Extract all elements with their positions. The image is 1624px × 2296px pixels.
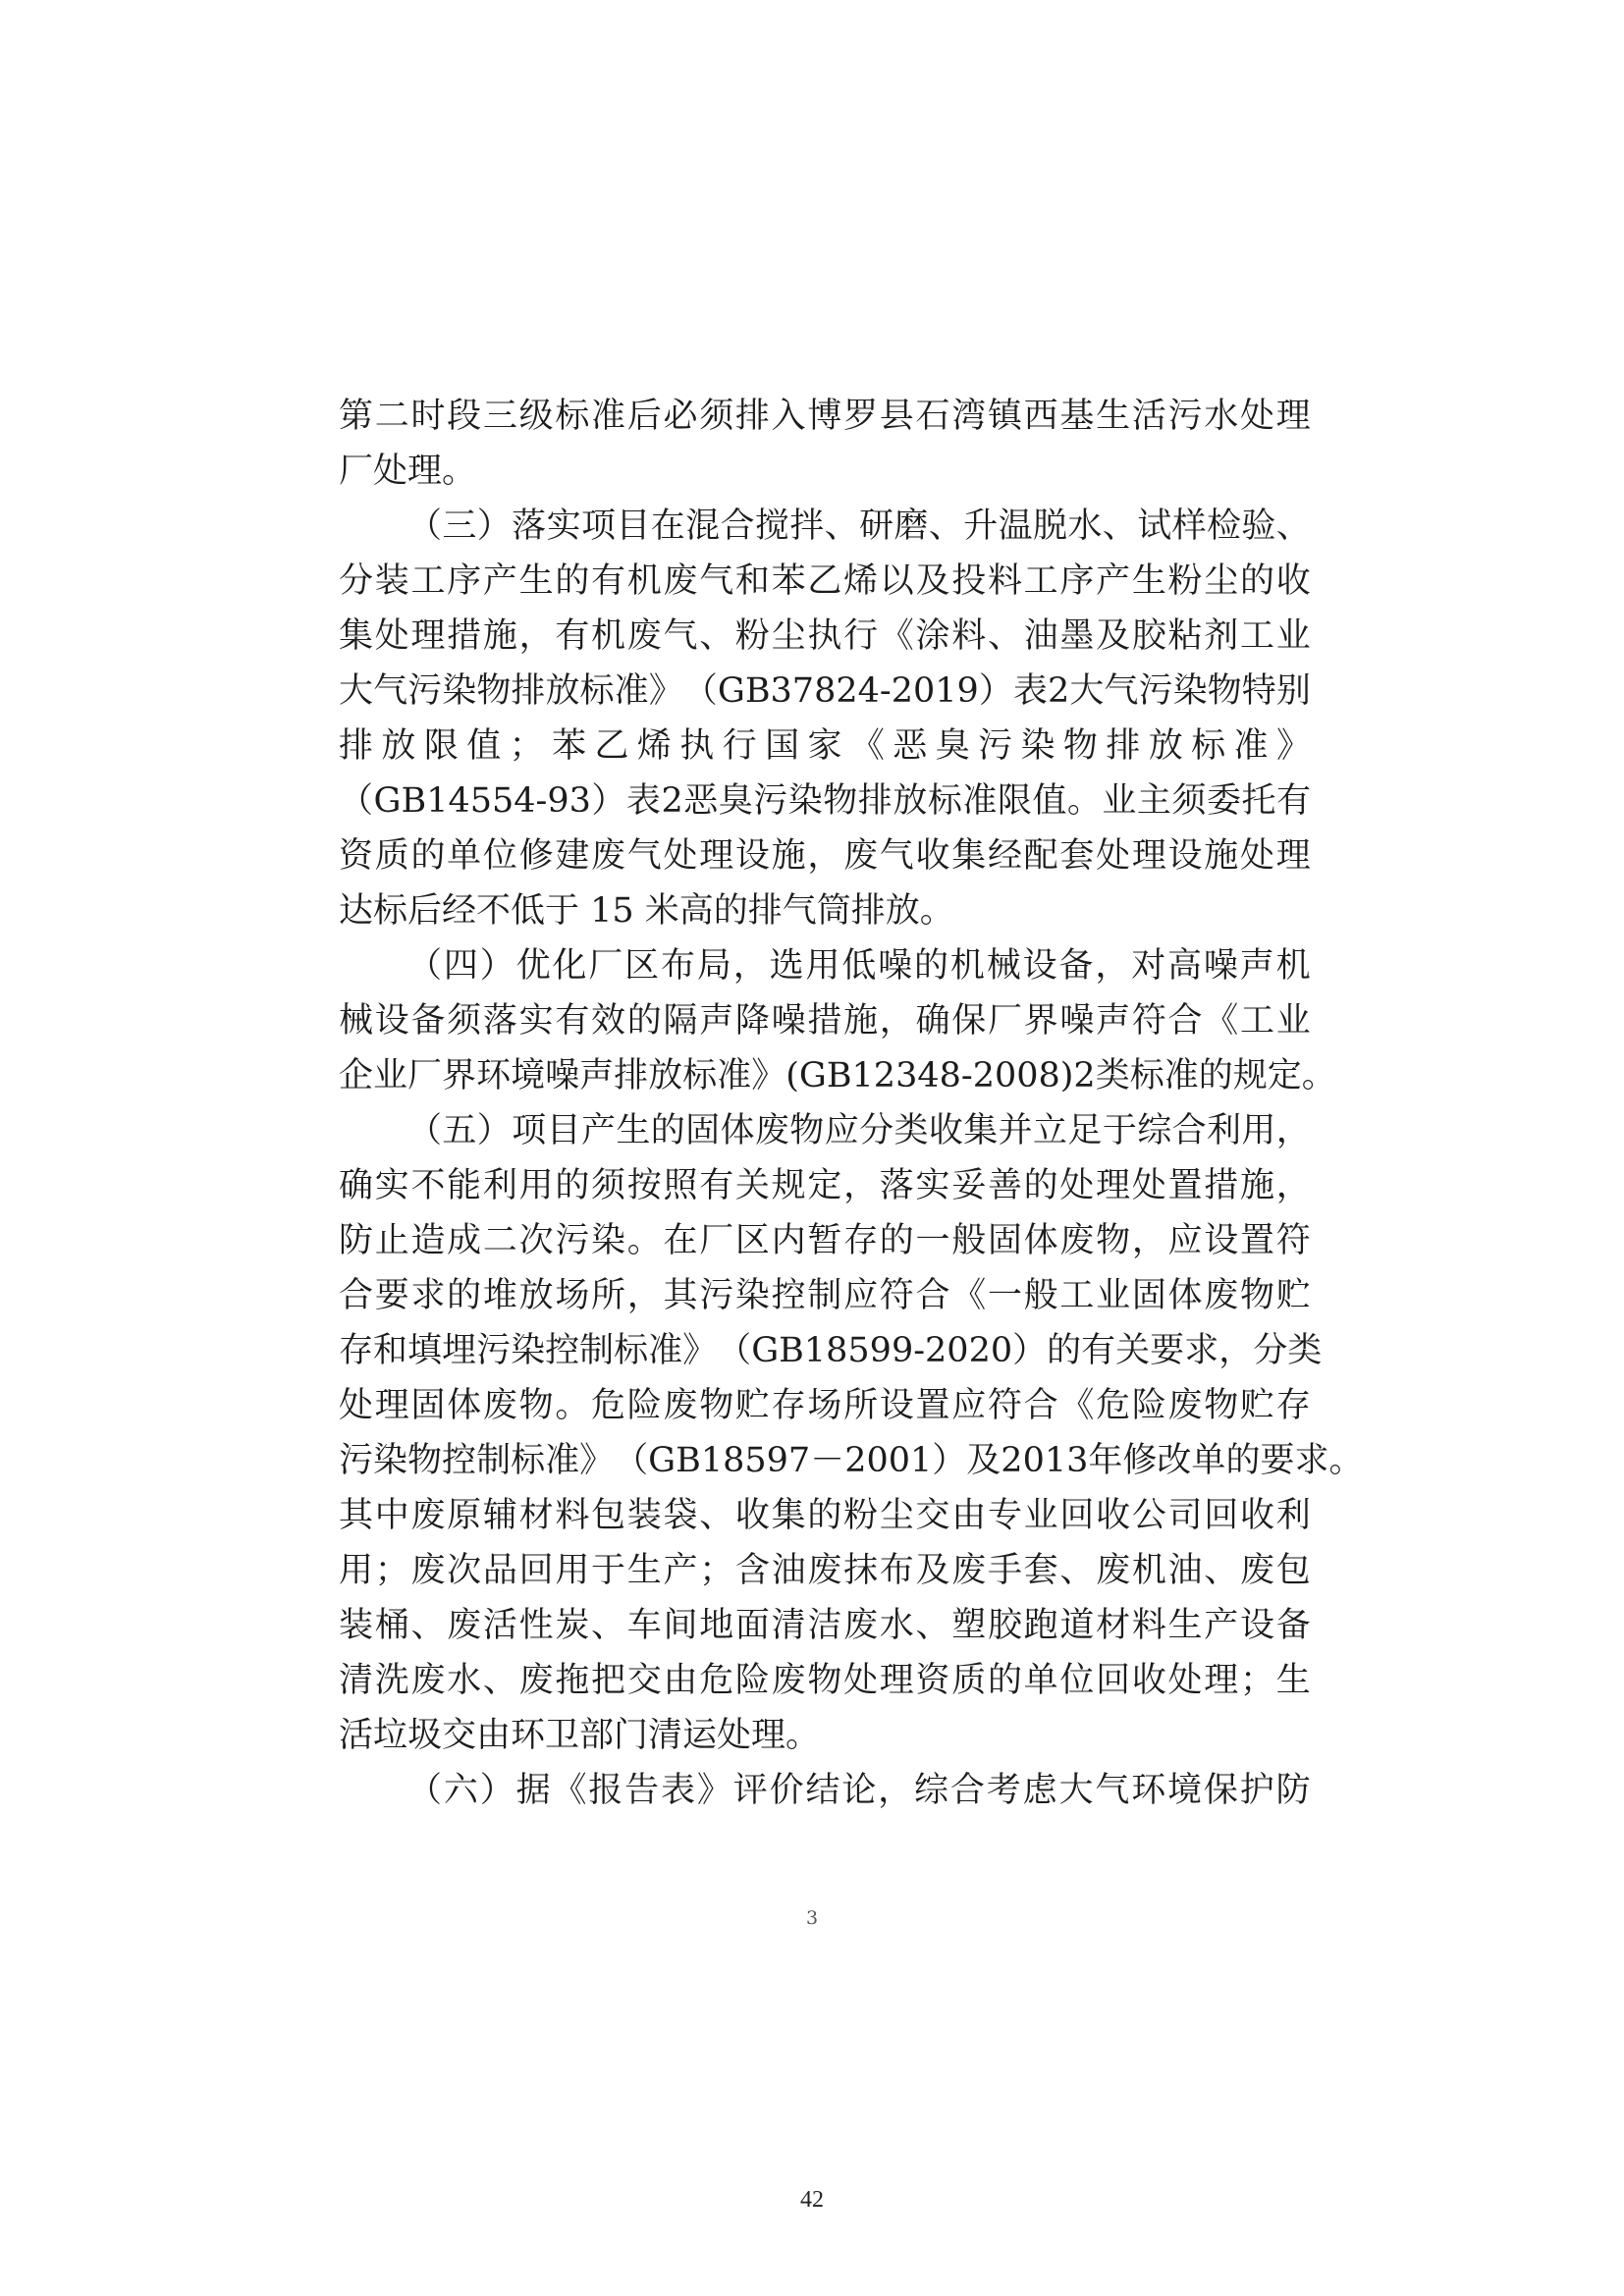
text-line: 企 业 厂 界 环 境 噪 声 排 放 标 准 》 (GB12348-2008)2 类 标 准 的 规 定 。 [339, 1056, 1336, 1095]
text-line: 合 要 求 的 堆 放 场 所 ， 其 污 染 控 制 应 符 合 《 一 般 工 业 固 体 废 物 贮 [339, 1276, 1311, 1315]
text-line: 清 洗 废 水 、 废 拖 把 交 由 危 险 废 物 处 理 资 质 的 单 位 回 收 处 理 ； 生 [339, 1661, 1311, 1700]
text-line: 污 染 物 控 制 标 准 》 （ GB18597 － 2001 ） 及 2013 年 修 改 单 的 要 求 。 [339, 1441, 1364, 1480]
text-line: （ 四 ） 优 化 厂 区 布 局 ， 选 用 低 噪 的 机 械 设 备 ， 对 高 噪 声 机 [407, 946, 1311, 986]
text-line: 存 和 填 埋 污 染 控 制 标 准 》 （ GB18599-2020 ） 的 有 关 要 求 ， 分 类 [339, 1331, 1323, 1370]
text-line: （ 五 ） 项 目 产 生 的 固 体 废 物 应 分 类 收 集 并 立 足 于 综 合 利 用 ， [407, 1111, 1311, 1150]
outer-page-number: 42 [800, 2187, 824, 2213]
text-line: 大 气 污 染 物 排 放 标 准 》 （ GB37824-2019 ） 表 2 大 气 污 染 物 特 别 [339, 671, 1311, 711]
text-line: 防 止 造 成 二 次 污 染 。 在 厂 区 内 暂 存 的 一 般 固 体 废 物 ， 应 设 置 符 [339, 1221, 1311, 1260]
text-line: （ 三 ） 落 实 项 目 在 混 合 搅 拌 、 研 磨 、 升 温 脱 水 、 试 样 检 验 、 [407, 507, 1311, 546]
text-line: 达标后经不低于 15 米高的排气筒排放。 [339, 891, 954, 931]
text-line: 资 质 的 单 位 修 建 废 气 处 理 设 施 ， 废 气 收 集 经 配 套 处 理 设 施 处 理 [339, 836, 1311, 876]
text-line: （ 六 ） 据 《 报 告 表 》 评 价 结 论 ， 综 合 考 虑 大 气 环 境 保 护 防 [407, 1771, 1311, 1810]
text-line: 分 装 工 序 产 生 的 有 机 废 气 和 苯 乙 烯 以 及 投 料 工 序 产 生 粉 尘 的 收 [339, 561, 1311, 601]
text-line: 装 桶 、 废 活 性 炭 、 车 间 地 面 清 洁 废 水 、 塑 胶 跑 道 材 料 生 产 设 备 [339, 1606, 1311, 1645]
text-line: 排 放 限 值 ； 苯 乙 烯 执 行 国 家 《 恶 臭 污 染 物 排 放 标 准 》 [339, 726, 1311, 766]
text-line: 确 实 不 能 利 用 的 须 按 照 有 关 规 定 ， 落 实 妥 善 的 处 理 处 置 措 施 ， [339, 1166, 1311, 1205]
text-line: 处 理 固 体 废 物 。 危 险 废 物 贮 存 场 所 设 置 应 符 合 《 危 险 废 物 贮 存 [339, 1386, 1311, 1425]
text-line: （ GB14554-93 ） 表 2 恶 臭 污 染 物 排 放 标 准 限 值 。 业 主 须 委 托 有 [339, 781, 1311, 821]
text-line: 厂处理。 [339, 452, 477, 491]
document-body [339, 389, 1364, 1818]
inner-page-number: 3 [805, 1907, 819, 1929]
text-line: 其 中 废 原 辅 材 料 包 装 袋 、 收 集 的 粉 尘 交 由 专 业 回 收 公 司 回 收 利 [339, 1496, 1311, 1535]
text-line: 集 处 理 措 施 ， 有 机 废 气 、 粉 尘 执 行 《 涂 料 、 油 墨 及 胶 粘 剂 工 业 [339, 616, 1311, 656]
text-line: 械 设 备 须 落 实 有 效 的 隔 声 降 噪 措 施 ， 确 保 厂 界 噪 声 符 合 《 工 业 [339, 1001, 1311, 1041]
text-line: 用 ； 废 次 品 回 用 于 生 产 ； 含 油 废 抹 布 及 废 手 套 、 废 机 油 、 废 包 [339, 1551, 1311, 1590]
text-line: 第 二 时 段 三 级 标 准 后 必 须 排 入 博 罗 县 石 湾 镇 西 基 生 活 污 水 处 理 [339, 397, 1311, 436]
text-line: 活垃圾交由环卫部门清运处理。 [339, 1716, 821, 1755]
